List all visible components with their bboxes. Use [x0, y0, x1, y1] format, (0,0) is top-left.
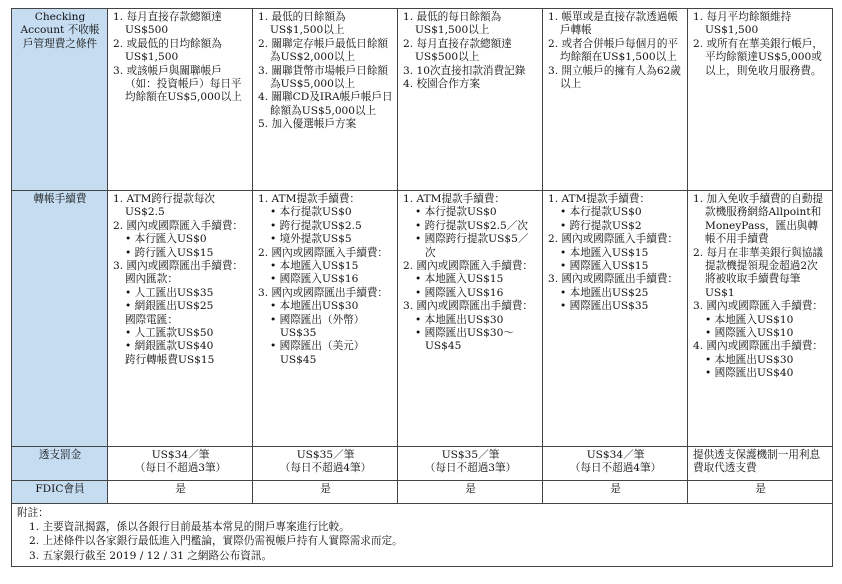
- fee-bullet-text: 人工匯款US$50: [134, 327, 214, 340]
- fee-bullet-text: 本地匯入US$15: [279, 260, 359, 273]
- fee-bullet-item: • 境外提款US$5: [270, 233, 352, 246]
- fee-bullet-item: • 本行提款US$0: [415, 206, 497, 219]
- fees-row-header: 轉帳手續費: [12, 191, 108, 447]
- fee-bullet-list: [403, 206, 538, 260]
- fee-item: [548, 233, 683, 246]
- fee-bullet-text: 國際匯出（美元）US$45: [279, 340, 365, 366]
- fee-bullet-list: [403, 314, 538, 354]
- fee-bullet-item: • 跨行提款US$2: [560, 219, 642, 232]
- fee-bullet-text: 國際匯入US$16: [424, 286, 504, 299]
- comparison-document: [11, 8, 832, 567]
- fees-cell-bank3: [398, 191, 543, 447]
- conditions-row: [12, 9, 833, 191]
- condition-item: 2. 或最低的日均餘額為US$1,500: [113, 37, 222, 64]
- overdraft-cell-bank4: [543, 447, 688, 481]
- fee-bullet-item: • 國際匯出（美元）US$45: [270, 340, 365, 366]
- fee-bullet-list: [403, 273, 538, 300]
- fee-item: [693, 247, 828, 301]
- fee-bullet-list: [258, 260, 393, 287]
- fee-bullet-item: • 人工匯出US$35: [125, 286, 214, 299]
- fee-bullet-text: 國際匯出US$40: [714, 367, 794, 380]
- condition-item: 3. 開立帳戶的擁有人為62歲以上: [548, 64, 681, 91]
- fee-item-text: 3. 國內或國際匯入手續費：: [693, 300, 824, 313]
- overdraft-row: [12, 447, 833, 481]
- fee-item-text: 1. ATM提款手續費：: [403, 193, 506, 205]
- bank-comparison-table: [11, 8, 833, 504]
- fee-bullet-item: • 本地匯入US$15: [560, 246, 649, 259]
- notes-title: 附註：: [17, 507, 49, 519]
- conditions-cell-bank4: [543, 9, 688, 191]
- fee-bullet-text: 國際匯入US$16: [279, 273, 359, 286]
- fee-bullet-text: 國際匯入US$15: [569, 260, 649, 273]
- fees-row: [12, 191, 833, 447]
- fee-bullet-text: 國際匯入US$10: [714, 327, 794, 340]
- notes-section: [11, 504, 833, 567]
- overdraft-row-header: 透支罰金: [12, 447, 108, 481]
- fee-bullet-list: [548, 247, 683, 274]
- fee-bullet-list: [693, 354, 828, 381]
- fee-plain-text: 跨行轉帳費US$15: [125, 353, 215, 366]
- fee-bullet-text: 本地匯出US$30: [714, 353, 794, 366]
- fee-bullet-item: • 國際匯出US$40: [705, 367, 794, 380]
- fee-bullet-item: • 人工匯款US$50: [125, 327, 214, 340]
- fee-item: [258, 247, 393, 260]
- fee-bullet-text: 國際匯出（外幣）US$35: [279, 313, 365, 340]
- conditions-cell-bank1: [108, 9, 253, 191]
- fee-bullet-item: • 本地匯入US$15: [270, 260, 359, 273]
- fee-item: [403, 193, 538, 206]
- fee-bullet-text: 人工匯出US$35: [134, 286, 214, 299]
- condition-item: 3. 10次直接扣款消費記錄: [403, 64, 526, 77]
- condition-item: 1. 每月直接存款總額達US$500: [113, 11, 222, 37]
- overdraft-cell-bank2: [253, 447, 398, 481]
- overdraft-line: （每日不超過4筆）: [569, 462, 662, 475]
- fee-item: [693, 340, 828, 353]
- overdraft-line: （每日不超過3筆）: [134, 462, 227, 475]
- fee-bullet-item: • 本地匯出US$25: [560, 286, 649, 299]
- fee-bullet-item: • 國際匯出（外幣）US$35: [270, 313, 365, 340]
- fee-bullet-item: • 網銀匯款US$40: [125, 340, 214, 353]
- note-item: 1. 主要資訊揭露，係以各銀行目前最基本常見的開戶專案進行比較。: [29, 521, 350, 534]
- fdic-cell-bank5: 是: [688, 481, 833, 504]
- fee-bullet-item: • 國際匯出US$35: [560, 300, 649, 313]
- fee-sub-heading: 國內匯款：: [125, 273, 178, 286]
- fdic-row: [12, 481, 833, 504]
- fees-cell-bank4: [543, 191, 688, 447]
- note-item: 3. 五家銀行截至 2019 / 12 / 31 之網路公布資訊。: [29, 549, 273, 562]
- condition-item: 2. 每月直接存款總額達US$500以上: [403, 37, 512, 64]
- overdraft-cell-bank5: [688, 447, 833, 481]
- fee-bullet-text: 本行匯入US$0: [134, 233, 207, 246]
- fee-bullet-text: 本行提款US$0: [424, 206, 497, 219]
- fee-bullet-list: [258, 300, 393, 367]
- condition-item: 2. 關聯定存帳戶最低日餘額為US$2,000以上: [258, 37, 389, 64]
- condition-item: 1. 每月平均餘額維持US$1,500: [693, 11, 792, 37]
- condition-item: 2. 或者合併帳戶每個月的平均餘額在US$1,500以上: [548, 37, 679, 64]
- fee-bullet-text: 本行提款US$0: [279, 206, 352, 219]
- condition-item: 4. 關聯CD及IRA帳戶帳戶日餘額為US$5,000以上: [258, 91, 393, 117]
- fee-bullet-item: • 本地匯出US$30: [705, 353, 794, 366]
- fees-cell-bank5: [688, 191, 833, 447]
- fee-item: [113, 220, 248, 233]
- fee-item-text: 4. 國內或國際匯出手續費：: [693, 340, 824, 353]
- fee-bullet-text: 本地匯入US$10: [714, 313, 794, 326]
- fee-item: [693, 300, 828, 313]
- fee-item: [693, 193, 828, 247]
- fee-bullet-list: [113, 287, 248, 314]
- fee-bullet-text: 本行提款US$0: [569, 206, 642, 219]
- fee-bullet-item: • 本行提款US$0: [270, 206, 352, 219]
- fee-bullet-text: 本地匯入US$15: [569, 246, 649, 259]
- fee-bullet-text: 國際匯出US$35: [569, 300, 649, 313]
- fee-item-text: 1. ATM提款手續費：: [258, 193, 361, 205]
- fee-item: [403, 300, 538, 313]
- fee-item-text: 1. ATM提款手續費：: [548, 193, 651, 205]
- overdraft-line: （每日不超過3筆）: [424, 462, 517, 475]
- fee-item-text: 2. 國內或國際匯入手續費：: [258, 246, 389, 259]
- overdraft-line: US$35／筆: [441, 449, 500, 461]
- overdraft-cell-bank1: [108, 447, 253, 481]
- note-item: 2. 上述條件以各家銀行最低進入門檻論，實際仍需視帳戶持有人實際需求而定。: [29, 535, 403, 548]
- fee-bullet-item: • 國際匯入US$16: [270, 273, 359, 286]
- fee-bullet-item: • 跨行提款US$2.5／次: [415, 219, 528, 232]
- fee-item: [548, 273, 683, 286]
- fees-cell-bank2: [253, 191, 398, 447]
- fee-item: [548, 193, 683, 206]
- fee-bullet-item: • 本地匯出US$30: [270, 300, 359, 313]
- overdraft-cell-bank3: [398, 447, 543, 481]
- fee-bullet-list: [548, 287, 683, 314]
- fee-bullet-text: 本地匯出US$30: [279, 300, 359, 313]
- condition-item: 4. 校園合作方案: [403, 78, 481, 91]
- fee-bullet-text: 本地匯出US$30: [424, 313, 504, 326]
- fee-item: [403, 260, 538, 273]
- condition-item: 2. 或所有在華美銀行帳戶，平均餘額達US$5,000或以上，則免收月服務費。: [693, 37, 824, 77]
- overdraft-line: （每日不超過4筆）: [279, 462, 372, 475]
- fee-item: [113, 193, 248, 220]
- fee-bullet-item: • 本行提款US$0: [560, 206, 642, 219]
- condition-item: 1. 最低的日餘額為US$1,500以上: [258, 11, 346, 37]
- fee-bullet-text: 跨行匯入US$15: [134, 246, 214, 259]
- fee-item: [113, 260, 248, 273]
- fee-item: [258, 193, 393, 206]
- condition-item: 5. 加入優選帳戶方案: [258, 118, 357, 131]
- overdraft-line: 提供透支保護機制一用利息費取代透支費: [693, 449, 821, 475]
- fee-item-text: 2. 國內或國際匯入手續費：: [548, 233, 679, 246]
- condition-item: 3. 或該帳戶與關聯帳戶（如：投資帳戶）每日平均餘額在US$5,000以上: [113, 64, 242, 104]
- fee-item-text: 2. 國內或國際匯入手續費：: [113, 219, 244, 232]
- fee-bullet-item: • 跨行匯入US$15: [125, 246, 214, 259]
- overdraft-line: US$34／筆: [151, 449, 210, 461]
- fee-bullet-item: • 跨行提款US$2.5: [270, 219, 362, 232]
- fee-bullet-text: 網銀匯出US$25: [134, 300, 214, 313]
- fdic-cell-bank4: 是: [543, 481, 688, 504]
- fee-item-text: 1. ATM跨行提款每次US$2.5: [113, 193, 216, 219]
- fee-bullet-text: 本地匯入US$15: [424, 273, 504, 286]
- fee-bullet-list: [258, 206, 393, 246]
- condition-item: 3. 關聯貨幣市場帳戶日餘額為US$5,000以上: [258, 64, 389, 91]
- fee-bullet-item: • 國際跨行提款US$5／次: [415, 233, 529, 259]
- fee-bullet-text: 網銀匯款US$40: [134, 340, 214, 353]
- fee-item-text: 1. 加入免收手續費的自動提款機服務網絡Allpoint和MoneyPass，匯出與轉帳不用手續費: [693, 193, 824, 246]
- fee-bullet-list: [113, 233, 248, 260]
- fee-bullet-text: 境外提款US$5: [279, 233, 352, 246]
- fee-bullet-item: • 國際匯入US$15: [560, 260, 649, 273]
- condition-item: 1. 最低的每日餘額為US$1,500以上: [403, 11, 502, 37]
- fee-bullet-text: 跨行提款US$2: [569, 219, 642, 232]
- conditions-cell-bank5: [688, 9, 833, 191]
- conditions-row-header: Checking Account 不收帳戶管理費之條件: [12, 9, 108, 191]
- fee-item-text: 2. 每月在非華美銀行與協議提款機提領現金超過2次將被收取手續費每筆US$1: [693, 246, 824, 299]
- fee-bullet-item: • 本地匯出US$30: [415, 313, 504, 326]
- fee-item: [258, 287, 393, 300]
- fdic-cell-bank1: 是: [108, 481, 253, 504]
- fee-item-text: 2. 國內或國際匯入手續費：: [403, 260, 534, 273]
- fee-bullet-item: • 國際匯入US$16: [415, 286, 504, 299]
- condition-item: 1. 帳單或是直接存款透過帳戶轉帳: [548, 11, 679, 37]
- overdraft-line: US$34／筆: [586, 449, 645, 461]
- fee-bullet-list: [548, 206, 683, 233]
- fee-bullet-text: 國際匯出US$30～US$45: [424, 327, 514, 353]
- fee-bullet-list: [113, 327, 248, 354]
- fee-bullet-item: • 網銀匯出US$25: [125, 300, 214, 313]
- fee-bullet-text: 國際跨行提款US$5／次: [424, 233, 529, 259]
- overdraft-line: US$35／筆: [296, 449, 355, 461]
- fee-item-text: 3. 國內或國際匯出手續費：: [548, 273, 679, 286]
- fdic-cell-bank2: 是: [253, 481, 398, 504]
- fee-item-text: 3. 國內或國際匯出手續費：: [403, 300, 534, 313]
- fee-item-text: 3. 國內或國際匯出手續費：: [258, 286, 389, 299]
- fee-bullet-list: [693, 314, 828, 341]
- fee-bullet-text: 跨行提款US$2.5／次: [424, 219, 528, 232]
- fdic-row-header: FDIC會員: [12, 481, 108, 504]
- fee-bullet-item: • 本行匯入US$0: [125, 233, 207, 246]
- fee-bullet-item: • 國際匯出US$30～US$45: [415, 327, 514, 353]
- fee-bullet-item: • 本地匯入US$10: [705, 313, 794, 326]
- fee-item-text: 3. 國內或國際匯出手續費：: [113, 260, 244, 273]
- fee-bullet-item: • 國際匯入US$10: [705, 327, 794, 340]
- fee-bullet-text: 跨行提款US$2.5: [279, 219, 362, 232]
- fee-bullet-item: • 本地匯入US$15: [415, 273, 504, 286]
- fdic-cell-bank3: 是: [398, 481, 543, 504]
- conditions-cell-bank2: [253, 9, 398, 191]
- conditions-cell-bank3: [398, 9, 543, 191]
- fee-sub-heading: 國際電匯：: [125, 313, 178, 326]
- fees-cell-bank1: [108, 191, 253, 447]
- fee-bullet-text: 本地匯出US$25: [569, 286, 649, 299]
